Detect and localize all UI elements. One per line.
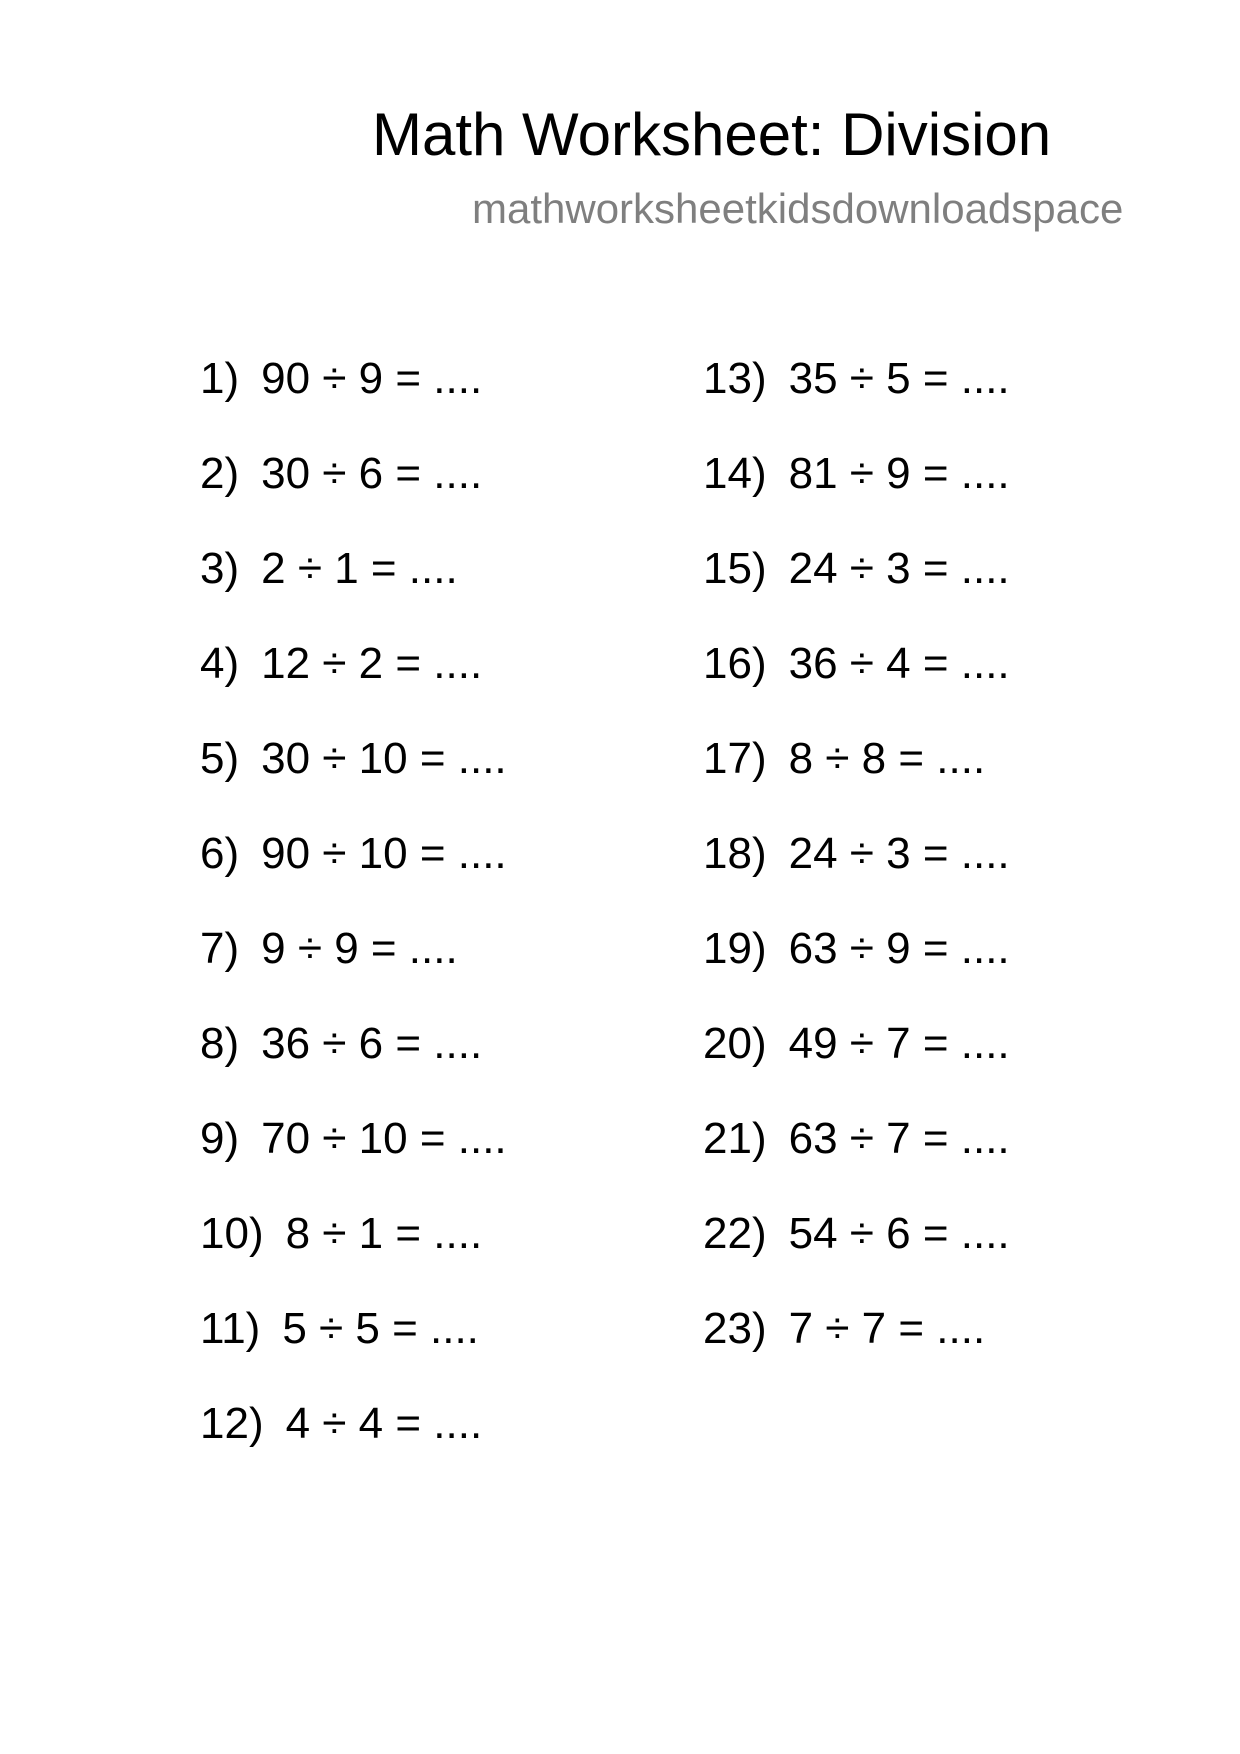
problem-expression: 36 ÷ 4 = ....: [788, 639, 1010, 688]
problem-number: 8): [200, 1019, 240, 1068]
problem-item: [703, 1019, 1010, 1114]
problem-expression: 54 ÷ 6 = ....: [788, 1209, 1010, 1258]
problem-item: [200, 829, 507, 924]
problem-number: 11): [200, 1304, 261, 1353]
problem-item: [200, 734, 507, 829]
problem-number: 18): [703, 829, 767, 878]
problem-item: [703, 1209, 1010, 1304]
problem-number: 17): [703, 734, 767, 783]
problem-item: [200, 544, 507, 639]
problem-expression: 2 ÷ 1 = ....: [261, 544, 458, 593]
problem-item: [703, 734, 1010, 829]
problem-number: 10): [200, 1209, 264, 1258]
problem-number: 22): [703, 1209, 767, 1258]
problem-item: [200, 1114, 507, 1209]
problem-item: [703, 829, 1010, 924]
problem-expression: 4 ÷ 4 = ....: [285, 1399, 483, 1448]
problem-number: 16): [703, 639, 767, 688]
problem-number: 6): [200, 829, 240, 878]
problem-expression: 12 ÷ 2 = ....: [261, 639, 483, 688]
problem-expression: 8 ÷ 1 = ....: [285, 1209, 483, 1258]
problem-number: 4): [200, 639, 240, 688]
problem-number: 2): [200, 449, 240, 498]
problem-number: 3): [200, 544, 240, 593]
problem-number: 7): [200, 924, 240, 973]
problem-number: 14): [703, 449, 767, 498]
problem-item: [200, 1209, 507, 1304]
problem-expression: 24 ÷ 3 = ....: [788, 829, 1010, 878]
problem-number: 5): [200, 734, 240, 783]
problem-expression: 81 ÷ 9 = ....: [788, 449, 1010, 498]
problem-item: [200, 1399, 507, 1494]
problem-number: 15): [703, 544, 767, 593]
problem-expression: 24 ÷ 3 = ....: [788, 544, 1010, 593]
problem-number: 1): [200, 354, 240, 403]
problem-number: 21): [703, 1114, 767, 1163]
problem-item: [703, 1304, 1010, 1399]
problem-expression: 63 ÷ 9 = ....: [788, 924, 1010, 973]
problem-column-right: [703, 354, 1010, 1399]
problem-number: 23): [703, 1304, 767, 1353]
problem-column-left: [200, 354, 507, 1494]
problem-expression: 30 ÷ 10 = ....: [261, 734, 507, 783]
problem-item: [703, 1114, 1010, 1209]
problem-number: 12): [200, 1399, 264, 1448]
problem-expression: 90 ÷ 9 = ....: [261, 354, 483, 403]
source-watermark: mathworksheetkidsdownloadspace: [472, 185, 1124, 232]
problem-item: [703, 924, 1010, 1019]
problem-expression: 30 ÷ 6 = ....: [261, 449, 483, 498]
problem-expression: 35 ÷ 5 = ....: [788, 354, 1010, 403]
problem-item: [703, 449, 1010, 544]
problem-number: 20): [703, 1019, 767, 1068]
problem-expression: 8 ÷ 8 = ....: [788, 734, 986, 783]
problem-item: [200, 924, 507, 1019]
problem-expression: 70 ÷ 10 = ....: [261, 1114, 507, 1163]
problem-item: [703, 639, 1010, 734]
problem-item: [703, 544, 1010, 639]
problem-item: [200, 449, 507, 544]
problem-item: [200, 639, 507, 734]
page-title: Math Worksheet: Division: [372, 101, 1052, 168]
problem-expression: 90 ÷ 10 = ....: [261, 829, 507, 878]
problem-expression: 7 ÷ 7 = ....: [788, 1304, 986, 1353]
problem-expression: 63 ÷ 7 = ....: [788, 1114, 1010, 1163]
problem-expression: 5 ÷ 5 = ....: [282, 1304, 479, 1353]
problem-item: [703, 354, 1010, 449]
problem-expression: 49 ÷ 7 = ....: [788, 1019, 1010, 1068]
problem-number: 9): [200, 1114, 240, 1163]
problem-number: 19): [703, 924, 767, 973]
problem-item: [200, 354, 507, 449]
problem-item: [200, 1304, 507, 1399]
problem-number: 13): [703, 354, 767, 403]
problem-expression: 9 ÷ 9 = ....: [261, 924, 458, 973]
problem-item: [200, 1019, 507, 1114]
problem-expression: 36 ÷ 6 = ....: [261, 1019, 483, 1068]
